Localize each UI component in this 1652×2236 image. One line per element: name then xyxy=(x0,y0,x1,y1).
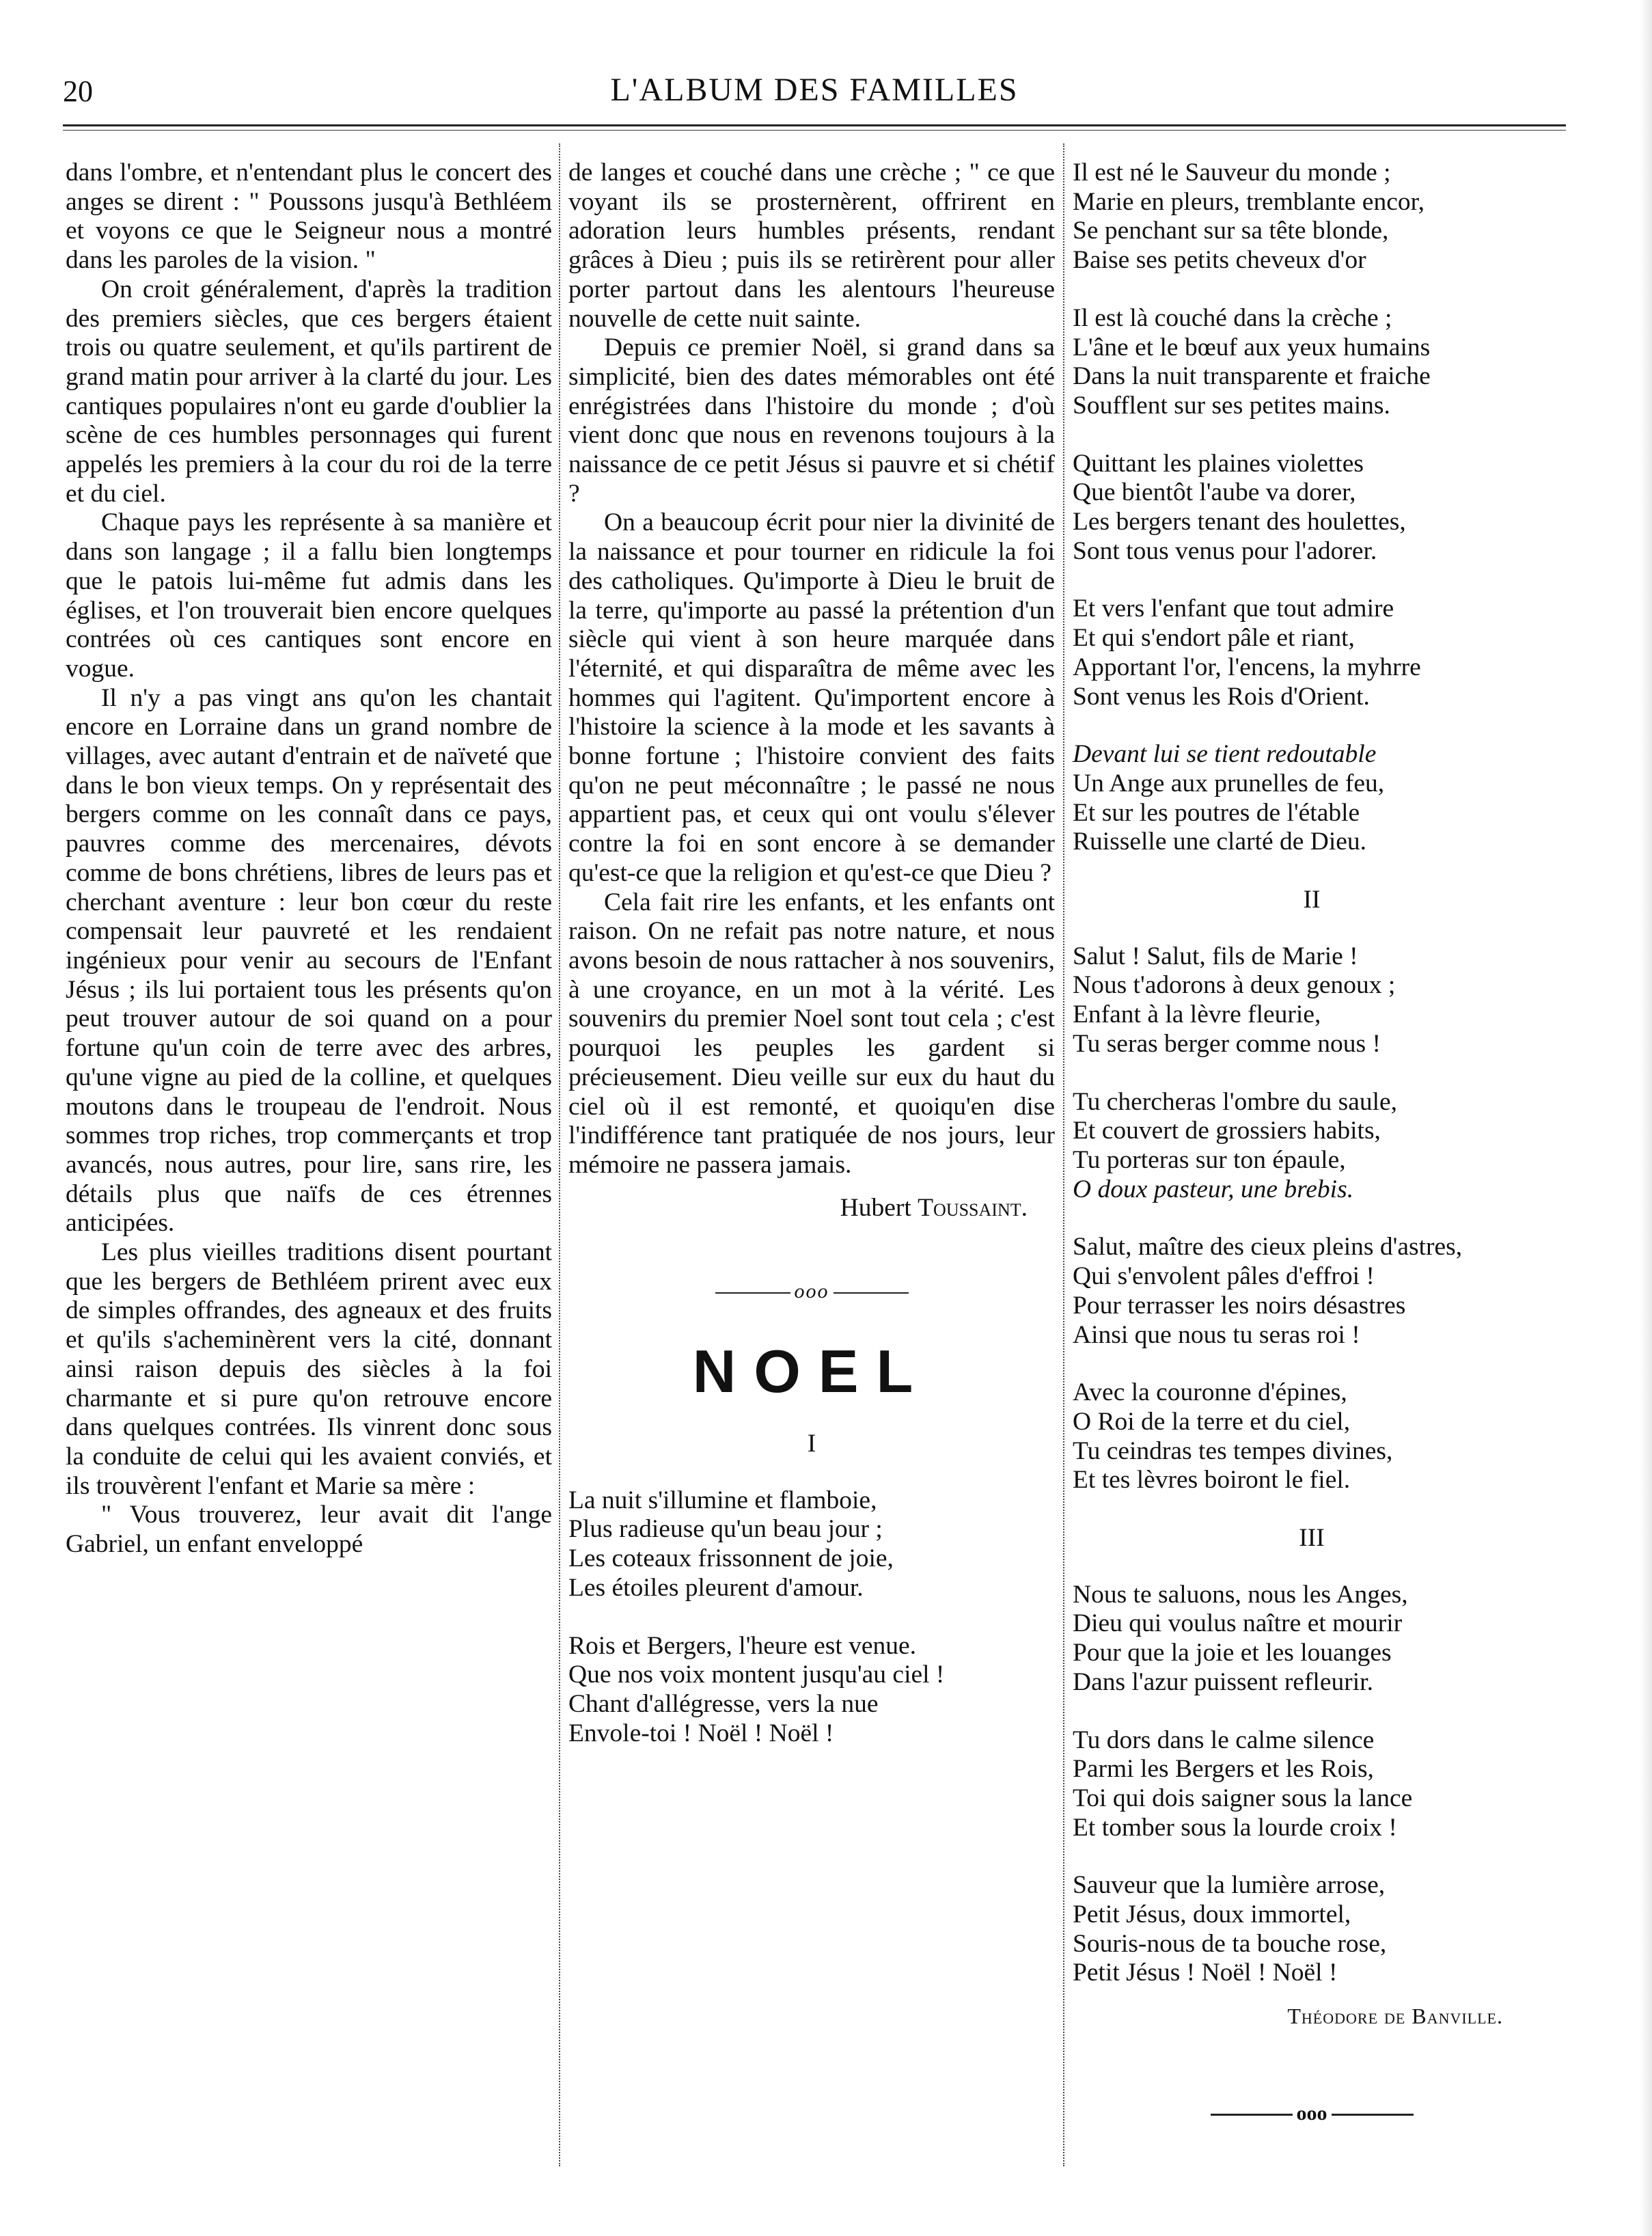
stanza xyxy=(1073,1871,1551,1988)
verse-line: Sauveur que la lumière arrose, xyxy=(1073,1871,1386,1900)
stanza xyxy=(1073,1233,1551,1350)
signature-last-name: Toussaint. xyxy=(918,1193,1028,1222)
stanza xyxy=(1073,1726,1551,1843)
stanza xyxy=(1073,942,1551,1059)
verse-line: O Roi de la terre et du ciel, xyxy=(1073,1407,1351,1436)
verse-line: Tu seras berger comme nous ! xyxy=(1073,1029,1381,1058)
stanza xyxy=(1073,1581,1551,1698)
verse-line: Qui s'envolent pâles d'effroi ! xyxy=(1073,1262,1375,1291)
verse-line: Quittant les plaines violettes xyxy=(1073,449,1364,478)
verse-line: O doux pasteur, une brebis. xyxy=(1073,1175,1354,1203)
verse-line: Se penchant sur sa tête blonde, xyxy=(1073,217,1389,245)
paragraph: Cela fait rire les enfants, et les enfants ont raison. On ne refait pas notre nature, et nous avons besoin de nous rattacher à nos souvenirs, à une croyance, en un mot à la vérité. Les souvenirs du premier Noel sont tout cela ; c'est pourquoi les peuples les gardent si précieusement. Dieu veille sur eux du haut du ciel où il est remonté, et quoiqu'en dise l'indifférence tant pratiquée de nos jours, leur mémoire ne passera jamais. xyxy=(568,888,1055,1179)
verse-line: Petit Jésus ! Noël ! Noël ! xyxy=(1073,1959,1338,1987)
verse-line: Dans la nuit transparente et fraiche xyxy=(1073,362,1431,391)
verse-line: Marie en pleurs, tremblante encor, xyxy=(1073,187,1424,216)
paragraph: Il n'y a pas vingt ans qu'on les chantait encore en Lorraine dans un grand nombre de villages, avec autant d'entrain et de naïveté que dans le bon vieux temps. On y représentait des bergers comme on les connaît dans ce pays, pauvres comme des mercenaires, dévots comme de bons chrétiens, libres de leurs pas et cherchant aventure : leur bon cœur du reste compensait leur pauvreté et les rendaient ingénieux pour venir au secours de l'Enfant Jésus ; ils lui portaient tous les présents qu'on peut trouver autour de soi quand on a pour fortune qu'un coin de terre avec des arbres, qu'une vigne au pied de la colline, et quelques moutons dans le troupeau de l'endroit. Nous sommes trop riches, trop commerçants et trop avancés, nous autres, pour lire, sans rire, les détails plus que naïfs de ces étrennes anticipées. xyxy=(66,683,552,1238)
verse-line: Les coteaux frissonnent de joie, xyxy=(568,1544,894,1573)
poem-title: NOEL xyxy=(692,1337,931,1406)
header-rule xyxy=(63,124,1566,126)
page-header xyxy=(63,67,1566,122)
author-signature xyxy=(568,1194,1055,1223)
column-divider-2 xyxy=(1063,144,1064,2166)
verse-line: Apportant l'or, l'encens, la myhrre xyxy=(1073,653,1421,681)
paragraph: Les plus vieilles traditions disent pourtant que les bergers de Bethléem prirent avec eux de simples offrandes, des agneaux et des fruits et qu'ils s'acheminèrent vers la cité, donnant ainsi raison depuis des siècles à la foi charmante et si pure qu'on retrouve encore dans quelques contrées. Ils vinrent donc sous la conduite de celui qui les avaient conviés, et ils trouvèrent l'enfant et Marie sa mère : xyxy=(66,1238,552,1500)
verse-line: Que bientôt l'aube va dorer, xyxy=(1073,478,1356,507)
verse-line: Et tes lèvres boiront le fiel. xyxy=(1073,1466,1351,1495)
verse-line: Et sur les poutres de l'étable xyxy=(1073,798,1360,827)
stanza xyxy=(1073,1088,1551,1205)
poem-part-number: I xyxy=(807,1430,816,1458)
verse-line: Tu porteras sur ton épaule, xyxy=(1073,1145,1346,1174)
page-number: 20 xyxy=(63,74,93,108)
column-3 xyxy=(1073,159,1551,2129)
verse-line: Dieu qui voulus naître et mourir xyxy=(1073,1609,1403,1638)
ornament-text: ooo xyxy=(794,1280,829,1303)
stanza xyxy=(1073,304,1551,421)
verse-line: Devant lui se tient redoutable xyxy=(1073,740,1377,769)
verse-line: Nous te saluons, nous les Anges, xyxy=(1073,1580,1408,1609)
verse-line: Les étoiles pleurent d'amour. xyxy=(568,1573,864,1602)
verse-line: Salut ! Salut, fils de Marie ! xyxy=(1073,942,1358,970)
column-1 xyxy=(66,159,552,1559)
verse-line: Un Ange aux prunelles de feu, xyxy=(1073,769,1385,797)
verse-line: Et couvert de grossiers habits, xyxy=(1073,1117,1381,1145)
verse-line: Soufflent sur ses petites mains. xyxy=(1073,391,1390,420)
verse-line: Que nos voix montent jusqu'au ciel ! xyxy=(568,1661,945,1689)
stanza xyxy=(1073,159,1551,275)
signature-first-name: Hubert xyxy=(840,1193,911,1222)
paragraph: dans l'ombre, et n'entendant plus le concert des anges se dirent : " Poussons jusqu'à Bethléem et voyons ce que le Seigneur nous a montré dans les paroles de la vision. " xyxy=(66,159,552,275)
paragraph: de langes et couché dans une crèche ; " ce que voyant ils se prosternèrent, offrirent en adoration leurs humbles présents, rendant grâces à Dieu ; puis ils se retirèrent pour aller porter partout dans les alentours l'heureuse nouvelle de cette nuit sainte. xyxy=(568,159,1055,333)
verse-line: Les bergers tenant des houlettes, xyxy=(1073,508,1406,536)
verse-line: Sont tous venus pour l'adorer. xyxy=(1073,536,1377,565)
page-edge-shadow xyxy=(1640,0,1652,2236)
separator-ornament xyxy=(568,1277,1055,1307)
verse-line: Souris-nous de ta bouche rose, xyxy=(1073,1929,1387,1958)
verse-line: Avec la couronne d'épines, xyxy=(1073,1378,1347,1407)
verse-line: Envole-toi ! Noël ! Noël ! xyxy=(568,1719,834,1747)
stanza xyxy=(1073,595,1551,711)
poem-part-number: II xyxy=(1303,886,1321,914)
verse-line: L'âne et le bœuf aux yeux humains xyxy=(1073,333,1431,362)
stanza xyxy=(1073,740,1551,857)
verse-line: Sont venus les Rois d'Orient. xyxy=(1073,682,1370,711)
paragraph: Depuis ce premier Noël, si grand dans sa simplicité, bien des dates mémorables ont été enrégistrées dans l'histoire du monde ; d'où vient donc que nous en revenons toujours à la naissance de ce petit Jésus si pauvre et si chétif ? xyxy=(568,333,1055,508)
verse-line: Parmi les Bergers et les Rois, xyxy=(1073,1755,1374,1784)
verse-line: Petit Jésus, doux immortel, xyxy=(1073,1900,1351,1929)
poem-part-number: III xyxy=(1299,1524,1325,1553)
paragraph: On croit généralement, d'après la tradition des premiers siècles, que ces bergers étaient trois ou quatre seulement, et qu'ils partirent de grand matin pour arriver à la clarté du jour. Les cantiques populaires n'ont eu garde d'oublier la scène de ces humbles personnages qui furent appelés les premiers à la cour du roi de la terre et du ciel. xyxy=(66,275,552,508)
verse-line: Enfant à la lèvre fleurie, xyxy=(1073,1000,1321,1029)
verse-line: Pour que la joie et les louanges xyxy=(1073,1639,1392,1667)
column-2 xyxy=(568,159,1055,1777)
stanza xyxy=(1073,1378,1551,1495)
poet-signature: Théodore de Banville. xyxy=(1287,2004,1503,2029)
paragraph: " Vous trouverez, leur avait dit l'ange Gabriel, un enfant enveloppé xyxy=(66,1501,552,1559)
stanza xyxy=(568,1632,1055,1749)
verse-line: Plus radieuse qu'un beau jour ; xyxy=(568,1515,883,1544)
end-ornament xyxy=(1073,2099,1551,2129)
verse-line: Et tomber sous la lourde croix ! xyxy=(1073,1813,1397,1842)
verse-line: Salut, maître des cieux pleins d'astres, xyxy=(1073,1233,1463,1262)
verse-line: Tu dors dans le calme silence xyxy=(1073,1726,1375,1754)
verse-line: La nuit s'illumine et flamboie, xyxy=(568,1486,877,1514)
header-rule-thin xyxy=(63,130,1566,131)
column-divider-1 xyxy=(559,144,560,2166)
paragraph: Chaque pays les représente à sa manière et dans son langage ; il a fallu bien longtemps que le patois lui-même fut admis dans les églises, et l'on trouverait bien encore quelques contrées où ces cantiques sont encore en vogue. xyxy=(66,508,552,683)
verse-line: Rois et Bergers, l'heure est venue. xyxy=(568,1631,917,1660)
verse-line: Ainsi que nous tu seras roi ! xyxy=(1073,1320,1360,1349)
end-ornament-text: ooo xyxy=(1296,2101,1327,2125)
verse-line: Dans l'azur puissent refleurir. xyxy=(1073,1667,1373,1696)
running-title: L'ALBUM DES FAMILLES xyxy=(610,72,1019,108)
stanza xyxy=(1073,450,1551,567)
verse-line: Ruisselle une clarté de Dieu. xyxy=(1073,828,1367,856)
verse-line: Il est là couché dans la crèche ; xyxy=(1073,303,1392,332)
verse-line: Chant d'allégresse, vers la nue xyxy=(568,1689,879,1718)
verse-line: Il est né le Sauveur du monde ; xyxy=(1073,159,1391,187)
stanza xyxy=(568,1486,1055,1603)
verse-line: Nous t'adorons à deux genoux ; xyxy=(1073,971,1396,1000)
verse-line: Tu chercheras l'ombre du saule, xyxy=(1073,1087,1398,1116)
verse-line: Pour terrasser les noirs désastres xyxy=(1073,1291,1406,1320)
verse-line: Et vers l'enfant que tout admire xyxy=(1073,595,1394,623)
paragraph: On a beaucoup écrit pour nier la divinité de la naissance et pour tourner en ridicule la foi des catholiques. Qu'importe à Dieu le bruit de la terre, qu'importe au passé la prétention d'un siècle qui vient à son heure marquée dans l'éternité, et qui disparaîtra de même avec les hommes qui l'agitent. Qu'importent encore à l'histoire la science à la mode et les savants à bonne fortune ; l'histoire convient des faits qu'on ne peut méconnaître ; le passé ne nous appartient pas, et ceux qui ont voulu s'élever contre la foi en sont encore à se demander qu'est-ce que la religion et qu'est-ce que Dieu ? xyxy=(568,508,1055,887)
verse-line: Baise ses petits cheveux d'or xyxy=(1073,246,1366,275)
verse-line: Et qui s'endort pâle et riant, xyxy=(1073,624,1355,653)
verse-line: Toi qui dois saigner sous la lance xyxy=(1073,1784,1413,1812)
verse-line: Tu ceindras tes tempes divines, xyxy=(1073,1436,1393,1465)
